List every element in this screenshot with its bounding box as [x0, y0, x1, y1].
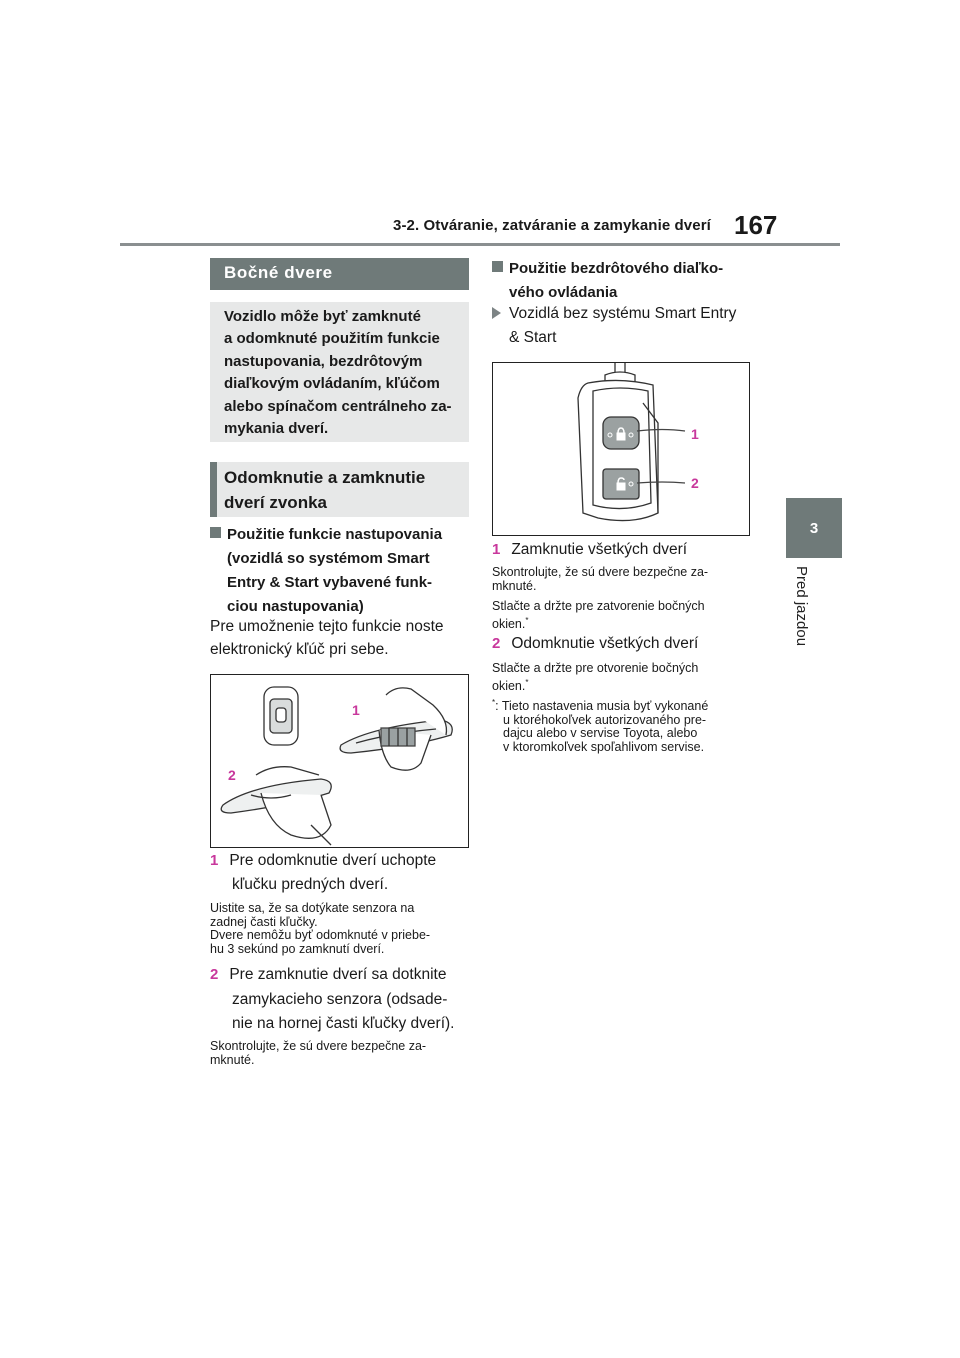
intro-line: diaľkovým ovládaním, kľúčom: [224, 375, 440, 393]
step-1-lock-all: [492, 539, 762, 562]
footnote-line: : Tieto nastavenia musia byť vykonané: [495, 699, 709, 714]
feature-heading-line: vého ovládania: [509, 284, 618, 301]
step-1-unlock: [210, 850, 472, 896]
door-handle-figure: [210, 674, 469, 848]
feature-heading-line: ciou nastupovania): [227, 598, 364, 615]
note-line: Stlačte a držte pre otvorenie bočných: [492, 661, 699, 675]
step-line: Pre odomknutie dverí uchopte: [229, 852, 437, 869]
step-2-unlock-all: [492, 633, 762, 656]
step-line: nie na hornej časti kľučky dverí).: [232, 1015, 455, 1032]
step-number: 2: [210, 966, 219, 983]
figure-callout: 1: [352, 702, 360, 718]
step-1-notes: [210, 902, 472, 956]
subsection-line: Odomknutie a zamknutie: [224, 468, 426, 487]
callout-leader-line: [637, 482, 685, 483]
feature-heading-remote: [492, 258, 762, 304]
figure-callout: 2: [228, 767, 236, 783]
step-number: 1: [492, 541, 501, 558]
step-number: 1: [210, 852, 219, 869]
remote-key-figure: [492, 362, 750, 536]
chapter-tab: [786, 498, 842, 558]
remote-key-illustration: [493, 363, 749, 535]
step-label: Odomknutie všetkých dverí: [511, 635, 699, 652]
feature-heading-line: Použitie funkcie nastupovania: [227, 526, 443, 543]
header-divider: [120, 243, 840, 246]
feature-heading-line: Použitie bezdrôtového diaľko-: [509, 260, 724, 277]
footnote-line: u ktoréhokoľvek autorizovaného pre-: [503, 712, 707, 727]
intro-box: [210, 302, 469, 442]
intro-line: a odomknuté použitím funkcie: [224, 330, 440, 348]
figure-callout: 1: [691, 426, 699, 442]
note-line: mknuté.: [210, 1052, 255, 1067]
bullet-line: Vozidlá bez systému Smart Entry: [509, 305, 737, 322]
step-2-notes: [210, 1040, 472, 1067]
feature-heading-line: (vozidlá so systémom Smart: [227, 550, 430, 567]
intro-line: alebo spínačom centrálneho za-: [224, 397, 452, 415]
step-line: kľučku predných dverí.: [232, 875, 389, 893]
intro-line: Vozidlo môže byť zamknuté: [224, 308, 421, 325]
note-line: okien.*: [492, 677, 529, 693]
feature-heading-entry: [210, 524, 470, 618]
step-number: 2: [492, 635, 501, 652]
note-line: Stlačte a držte pre zatvorenie bočných: [492, 599, 705, 613]
chapter-label: Pred jazdou: [793, 566, 810, 647]
smart-key-icon: [264, 687, 298, 745]
intro-line: nastupovania, bezdrôtovým: [224, 352, 423, 370]
note-line: Skontrolujte, že sú dvere bezpečne za-: [210, 1039, 427, 1053]
subsection-heading: [210, 462, 469, 517]
step-2-lock: [210, 964, 475, 1036]
section-title: 3-2. Otváranie, zatváranie a zamykanie dverí: [393, 217, 711, 234]
vehicle-type-bullet: [492, 303, 762, 349]
asterisk-marker: *: [525, 677, 529, 687]
feature-heading-line: Entry & Start vybavené funk-: [227, 574, 433, 591]
callout-leader-line: [637, 430, 685, 432]
footnote-line: dajcu alebo v servise Toyota, alebo: [503, 726, 698, 741]
figure-callout: 2: [691, 475, 699, 491]
square-bullet-icon: [492, 261, 503, 272]
note-line: Uistite sa, že sa dotýkate senzora na: [210, 901, 415, 915]
step-label: Zamknutie všetkých dverí: [511, 541, 688, 558]
body-line: elektronický kľúč pri sebe.: [210, 640, 389, 658]
footnote-marker: *: [492, 698, 496, 707]
upper-door-handle-icon: [340, 688, 452, 770]
asterisk-marker: *: [525, 615, 529, 625]
step-1-right-notes: [492, 566, 757, 631]
door-handle-illustration: [211, 675, 468, 847]
note-line: Dvere nemôžu byť odomknuté v priebe-: [210, 928, 431, 942]
footnote: [492, 696, 757, 754]
note-line: okien.*: [492, 615, 529, 631]
intro-line: mykania dverí.: [224, 420, 329, 438]
step-2-right-notes: [492, 662, 757, 693]
lower-door-handle-icon: [221, 767, 331, 845]
note-line: mknuté.: [492, 578, 537, 593]
chapter-number: 3: [809, 519, 819, 537]
body-paragraph: [210, 616, 470, 661]
footnote-line: v ktoromkoľvek spoľahlivom servise.: [503, 739, 705, 754]
section-heading: Bočné dvere: [210, 258, 469, 290]
square-bullet-icon: [210, 527, 221, 538]
step-line: zamykacieho senzora (odsade-: [232, 990, 448, 1008]
note-line: Skontrolujte, že sú dvere bezpečne za-: [492, 565, 709, 579]
page-number: 167: [734, 210, 778, 240]
step-line: Pre zamknutie dverí sa dotknite: [229, 966, 447, 983]
remote-key-icon: [578, 363, 658, 521]
bullet-line: & Start: [509, 328, 557, 346]
triangle-bullet-icon: [492, 307, 501, 319]
note-line: hu 3 sekúnd po zamknutí dverí.: [210, 941, 385, 956]
subsection-line: dverí zvonka: [224, 493, 327, 512]
body-line: Pre umožnenie tejto funkcie noste: [210, 618, 444, 635]
note-line: zadnej časti kľučky.: [210, 914, 318, 929]
